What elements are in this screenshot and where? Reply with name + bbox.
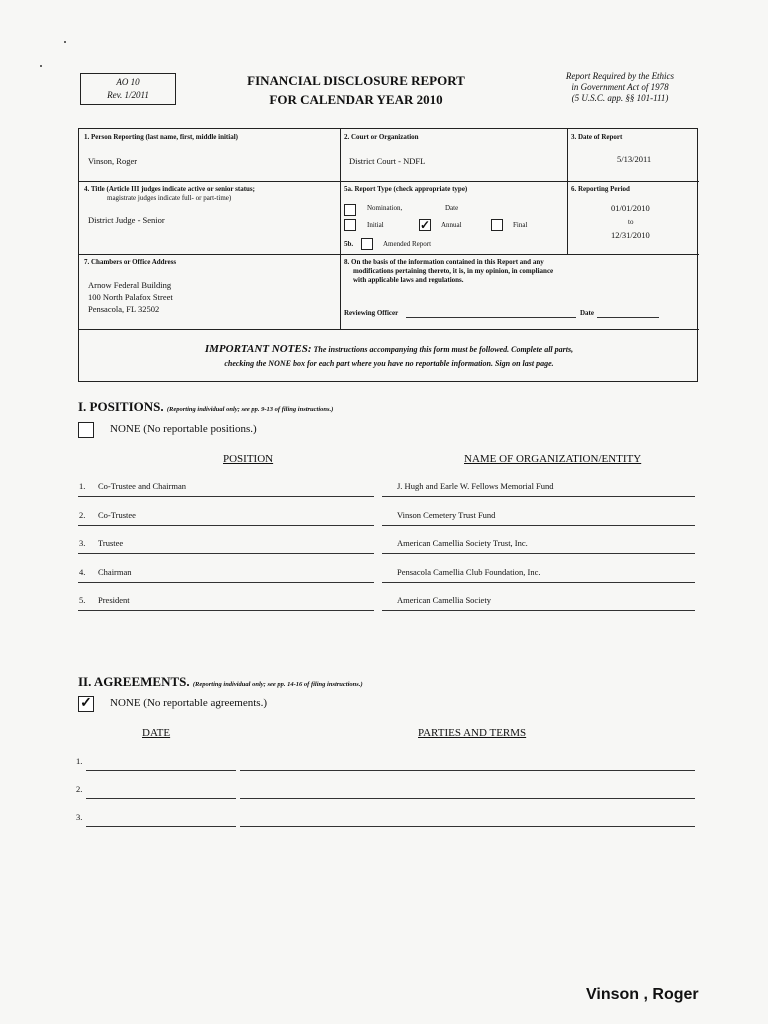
position-column-header: POSITION (223, 453, 274, 465)
report-date-value: 5/13/2011 (617, 154, 652, 164)
court-value: District Court - NDFL (349, 156, 426, 166)
parties-entry-line[interactable] (240, 770, 695, 771)
organization-cell: Vinson Cemetery Trust Fund (397, 509, 496, 520)
reviewer-date-line[interactable] (597, 317, 659, 318)
reviewing-officer-label: Reviewing Officer (344, 309, 399, 317)
organization-cell: American Camellia Society (397, 595, 491, 605)
positions-none-label: NONE (No reportable positions.) (110, 423, 257, 435)
parties-entry-line[interactable] (240, 826, 695, 827)
scan-speck (64, 41, 66, 43)
grid-divider (567, 129, 568, 254)
row-number: 3. (79, 538, 86, 548)
row-number: 5. (79, 595, 86, 605)
row-number: 4. (79, 566, 86, 577)
person-reporting-value: Vinson, Roger (88, 156, 138, 166)
nomination-checkbox[interactable] (344, 204, 356, 216)
agreements-none-label: NONE (No reportable agreements.) (110, 697, 267, 709)
field-3-label: 3. Date of Report (571, 133, 623, 141)
date-entry-line[interactable] (86, 826, 236, 827)
row-rule (382, 553, 695, 554)
requirement-line-3: (5 U.S.C. app. §§ 101-111) (571, 93, 669, 103)
grid-divider (79, 181, 699, 182)
field-6-label: 6. Reporting Period (571, 185, 630, 193)
important-notes-line-2: checking the NONE box for each part where you have no reportable information. Sign on last page. (224, 359, 554, 368)
field-4-label: 4. Title (Article III judges indicate active or senior status; (84, 185, 255, 193)
agreements-heading-text: II. AGREEMENTS. (78, 674, 190, 689)
field-8-line-3: with applicable laws and regulations. (353, 276, 464, 284)
address-line-2: 100 North Palafox Street (88, 292, 173, 302)
form-code: AO 10 (116, 77, 140, 87)
row-rule (78, 496, 374, 497)
row-rule (78, 582, 374, 583)
row-rule (382, 610, 695, 611)
important-notes-line-1: The instructions accompanying this form must be followed. Complete all parts, (313, 345, 574, 354)
position-cell: President (98, 595, 130, 605)
organization-cell: J. Hugh and Earle W. Fellows Memorial Fund (397, 481, 554, 491)
important-notes-lead: IMPORTANT NOTES: (204, 343, 312, 355)
field-5a-label: 5a. Report Type (check appropriate type) (344, 185, 468, 193)
reviewing-officer-line[interactable] (406, 317, 576, 318)
positions-heading (78, 399, 333, 415)
annual-checkbox[interactable] (419, 219, 431, 231)
important-notes (79, 343, 699, 356)
row-number: 2. (79, 509, 86, 520)
date-column-header: DATE (142, 727, 171, 739)
initial-label: Initial (367, 221, 384, 229)
amended-checkbox[interactable] (361, 238, 373, 250)
address-line-1: Arnow Federal Building (88, 280, 172, 290)
positions-none-checkbox[interactable] (78, 422, 94, 438)
positions-instruction: (Reporting individual only; see pp. 9-13 of filing instructions.) (166, 406, 334, 413)
title-line-2: FOR CALENDAR YEAR 2010 (269, 92, 443, 107)
period-to-word: to (628, 218, 634, 226)
position-cell: Co-Trustee (98, 509, 136, 520)
nomination-label: Nomination, (367, 204, 403, 212)
requirement-line-2: in Government Act of 1978 (571, 82, 669, 92)
parties-entry-line[interactable] (240, 798, 695, 799)
organization-column-header: NAME OF ORGANIZATION/ENTITY (464, 453, 642, 465)
organization-cell: American Camellia Society Trust, Inc. (397, 538, 528, 548)
requirement-note (545, 71, 695, 104)
form-id-box (80, 73, 176, 105)
agreements-instruction: (Reporting individual only; see pp. 14-16 of filing instructions.) (192, 681, 363, 688)
period-from-value: 01/01/2010 (611, 203, 650, 213)
final-label: Final (513, 221, 528, 229)
reviewer-date-label: Date (580, 309, 594, 317)
check-mark-icon: ✓ (80, 696, 92, 711)
grid-divider (340, 129, 341, 329)
date-entry-line[interactable] (86, 798, 236, 799)
row-rule (78, 610, 374, 611)
row-rule (78, 553, 374, 554)
parties-column-header: PARTIES AND TERMS (418, 727, 527, 739)
nomination-date-label: Date (445, 204, 459, 212)
form-revision: Rev. 1/2011 (107, 90, 149, 100)
row-number: 1. (76, 756, 83, 766)
row-number: 2. (76, 784, 83, 794)
field-8-line-1: 8. On the basis of the information contained in this Report and any (344, 258, 544, 266)
row-rule (382, 525, 695, 526)
row-number: 3. (76, 812, 83, 822)
position-cell: Chairman (98, 566, 132, 577)
scan-speck (40, 65, 42, 67)
amended-label: Amended Report (383, 240, 432, 248)
position-cell: Trustee (98, 538, 124, 548)
report-title (200, 71, 512, 109)
field-5b-label: 5b. (344, 240, 354, 248)
report-form-grid (78, 128, 698, 382)
field-4-sublabel: magistrate judges indicate full- or part-time) (107, 194, 232, 202)
field-7-label: 7. Chambers or Office Address (84, 258, 177, 266)
row-rule (382, 582, 695, 583)
initial-checkbox[interactable] (344, 219, 356, 231)
field-2-label: 2. Court or Organization (344, 133, 419, 141)
period-to-value: 12/31/2010 (611, 230, 650, 240)
title-value: District Judge - Senior (88, 215, 165, 225)
agreements-none-checkbox[interactable] (78, 696, 94, 712)
agreements-heading (78, 674, 363, 690)
annual-label: Annual (441, 221, 462, 229)
footer-filer-name: Vinson , Roger (586, 986, 699, 1003)
grid-divider (79, 329, 699, 330)
title-line-1: FINANCIAL DISCLOSURE REPORT (247, 73, 465, 88)
organization-cell: Pensacola Camellia Club Foundation, Inc. (397, 566, 541, 577)
address-line-3: Pensacola, FL 32502 (88, 304, 160, 314)
row-rule (78, 525, 374, 526)
row-number: 1. (79, 481, 86, 491)
date-entry-line[interactable] (86, 770, 236, 771)
field-8-line-2: modifications pertaining thereto, it is, in my opinion, in compliance (353, 267, 554, 275)
grid-divider (79, 254, 699, 255)
requirement-line-1: Report Required by the Ethics (565, 71, 675, 81)
positions-heading-text: I. POSITIONS. (78, 399, 164, 414)
row-rule (382, 496, 695, 497)
position-cell: Co-Trustee and Chairman (98, 481, 186, 491)
final-checkbox[interactable] (491, 219, 503, 231)
field-1-label: 1. Person Reporting (last name, first, middle initial) (84, 133, 238, 141)
check-mark-icon: ✓ (420, 218, 431, 232)
